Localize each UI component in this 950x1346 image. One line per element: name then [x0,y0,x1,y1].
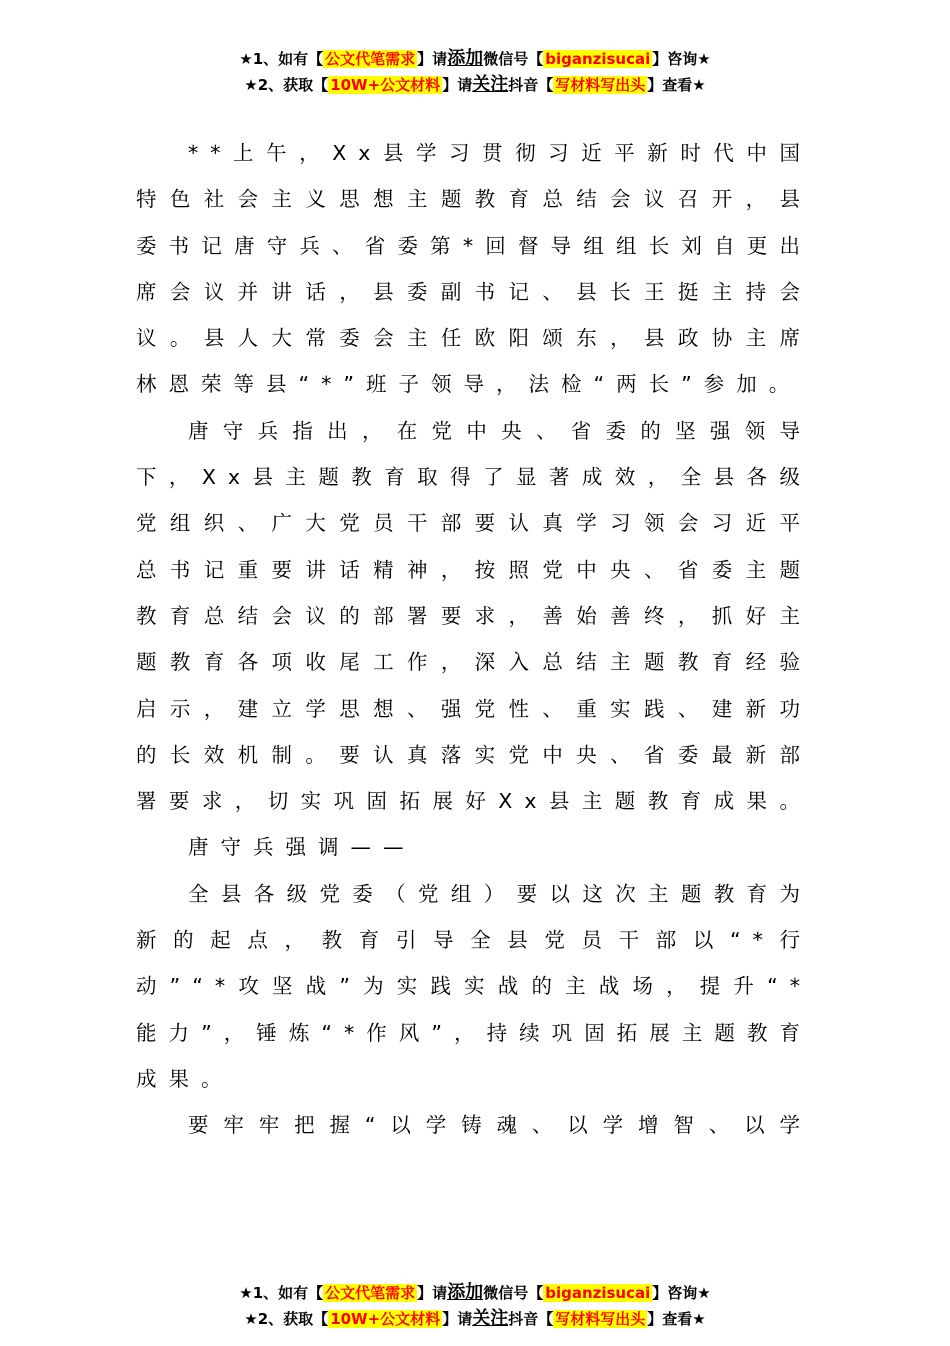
header-banner [0,46,950,98]
footer-banner [0,1280,950,1332]
banner-text: 】请 [417,1284,448,1302]
highlight-materials: 10W+公文材料 [330,1310,441,1328]
banner-text: 抖音【 [508,1310,554,1328]
highlight-service: 公文代笔需求 [325,50,416,68]
highlight-wechat-id: biganzisucai [545,1284,651,1302]
emphasis-follow: 关注 [472,1308,509,1329]
banner-text: ★1、如有【 [239,50,324,68]
emphasis-add: 添加 [447,48,484,69]
highlight-materials: 10W+公文材料 [330,76,441,94]
emphasis-follow: 关注 [472,74,509,95]
banner-text: 】查看★ [647,1310,706,1328]
banner-text: 微信号【 [483,50,544,68]
banner-text: ★2、获取【 [244,1310,329,1328]
highlight-douyin: 写材料写出头 [555,1310,646,1328]
paragraph-5: 要牢牢把握“以学铸魂、以学增智、以学 [188,1113,812,1138]
banner-text: ★1、如有【 [239,1284,324,1302]
highlight-douyin: 写材料写出头 [555,76,646,94]
banner-text: 】请 [417,50,448,68]
banner-line-1 [0,46,950,72]
banner-text: 】咨询★ [652,50,711,68]
banner-text: 】咨询★ [652,1284,711,1302]
banner-text: 】查看★ [647,76,706,94]
highlight-wechat-id: biganzisucai [545,50,651,68]
banner-text: 】请 [442,76,473,94]
banner-text: 抖音【 [508,76,554,94]
banner-line-2 [0,1306,950,1332]
banner-text: 微信号【 [483,1284,544,1302]
banner-line-1 [0,1280,950,1306]
article-body [136,130,812,1149]
emphasis-add: 添加 [447,1282,484,1303]
banner-line-2 [0,72,950,98]
highlight-service: 公文代笔需求 [325,1284,416,1302]
paragraph-4: 全县各级党委（党组）要以这次主题教育为新的起点，教育引导全县党员干部以“*行动”“*攻坚战”为实践实战的主战场，提升“*能力”，锤炼“*作风”，持续巩固拓展主题教育成果。 [136,881,812,1091]
banner-text: 】请 [442,1310,473,1328]
paragraph-3: 唐守兵强调—— [188,835,416,860]
banner-text: ★2、获取【 [244,76,329,94]
paragraph-2: 唐守兵指出，在党中央、省委的坚强领导下，Xx县主题教育取得了显著成效，全县各级党组织、广大党员干部要认真学习领会习近平总书记重要讲话精神，按照党中央、省委主题教育总结会议的部署要求，善始善终，抓好主题教育各项收尾工作，深入总结主题教育经验启示，建立学思想、强党性、重实践、建新功的长效机制。要认真落实党中央、省委最新部署要求，切实巩固拓展好Xx县主题教育成果。 [136,418,812,814]
paragraph-1: **上午，Xx县学习贯彻习近平新时代中国特色社会主义思想主题教育总结会议召开，县委书记唐守兵、省委第*回督导组组长刘自更出席会议并讲话，县委副书记、县长王挺主持会议。县人大常委会主任欧阳颂东，县政协主席林恩荣等县“*”班子领导，法检“两长”参加。 [136,141,812,397]
